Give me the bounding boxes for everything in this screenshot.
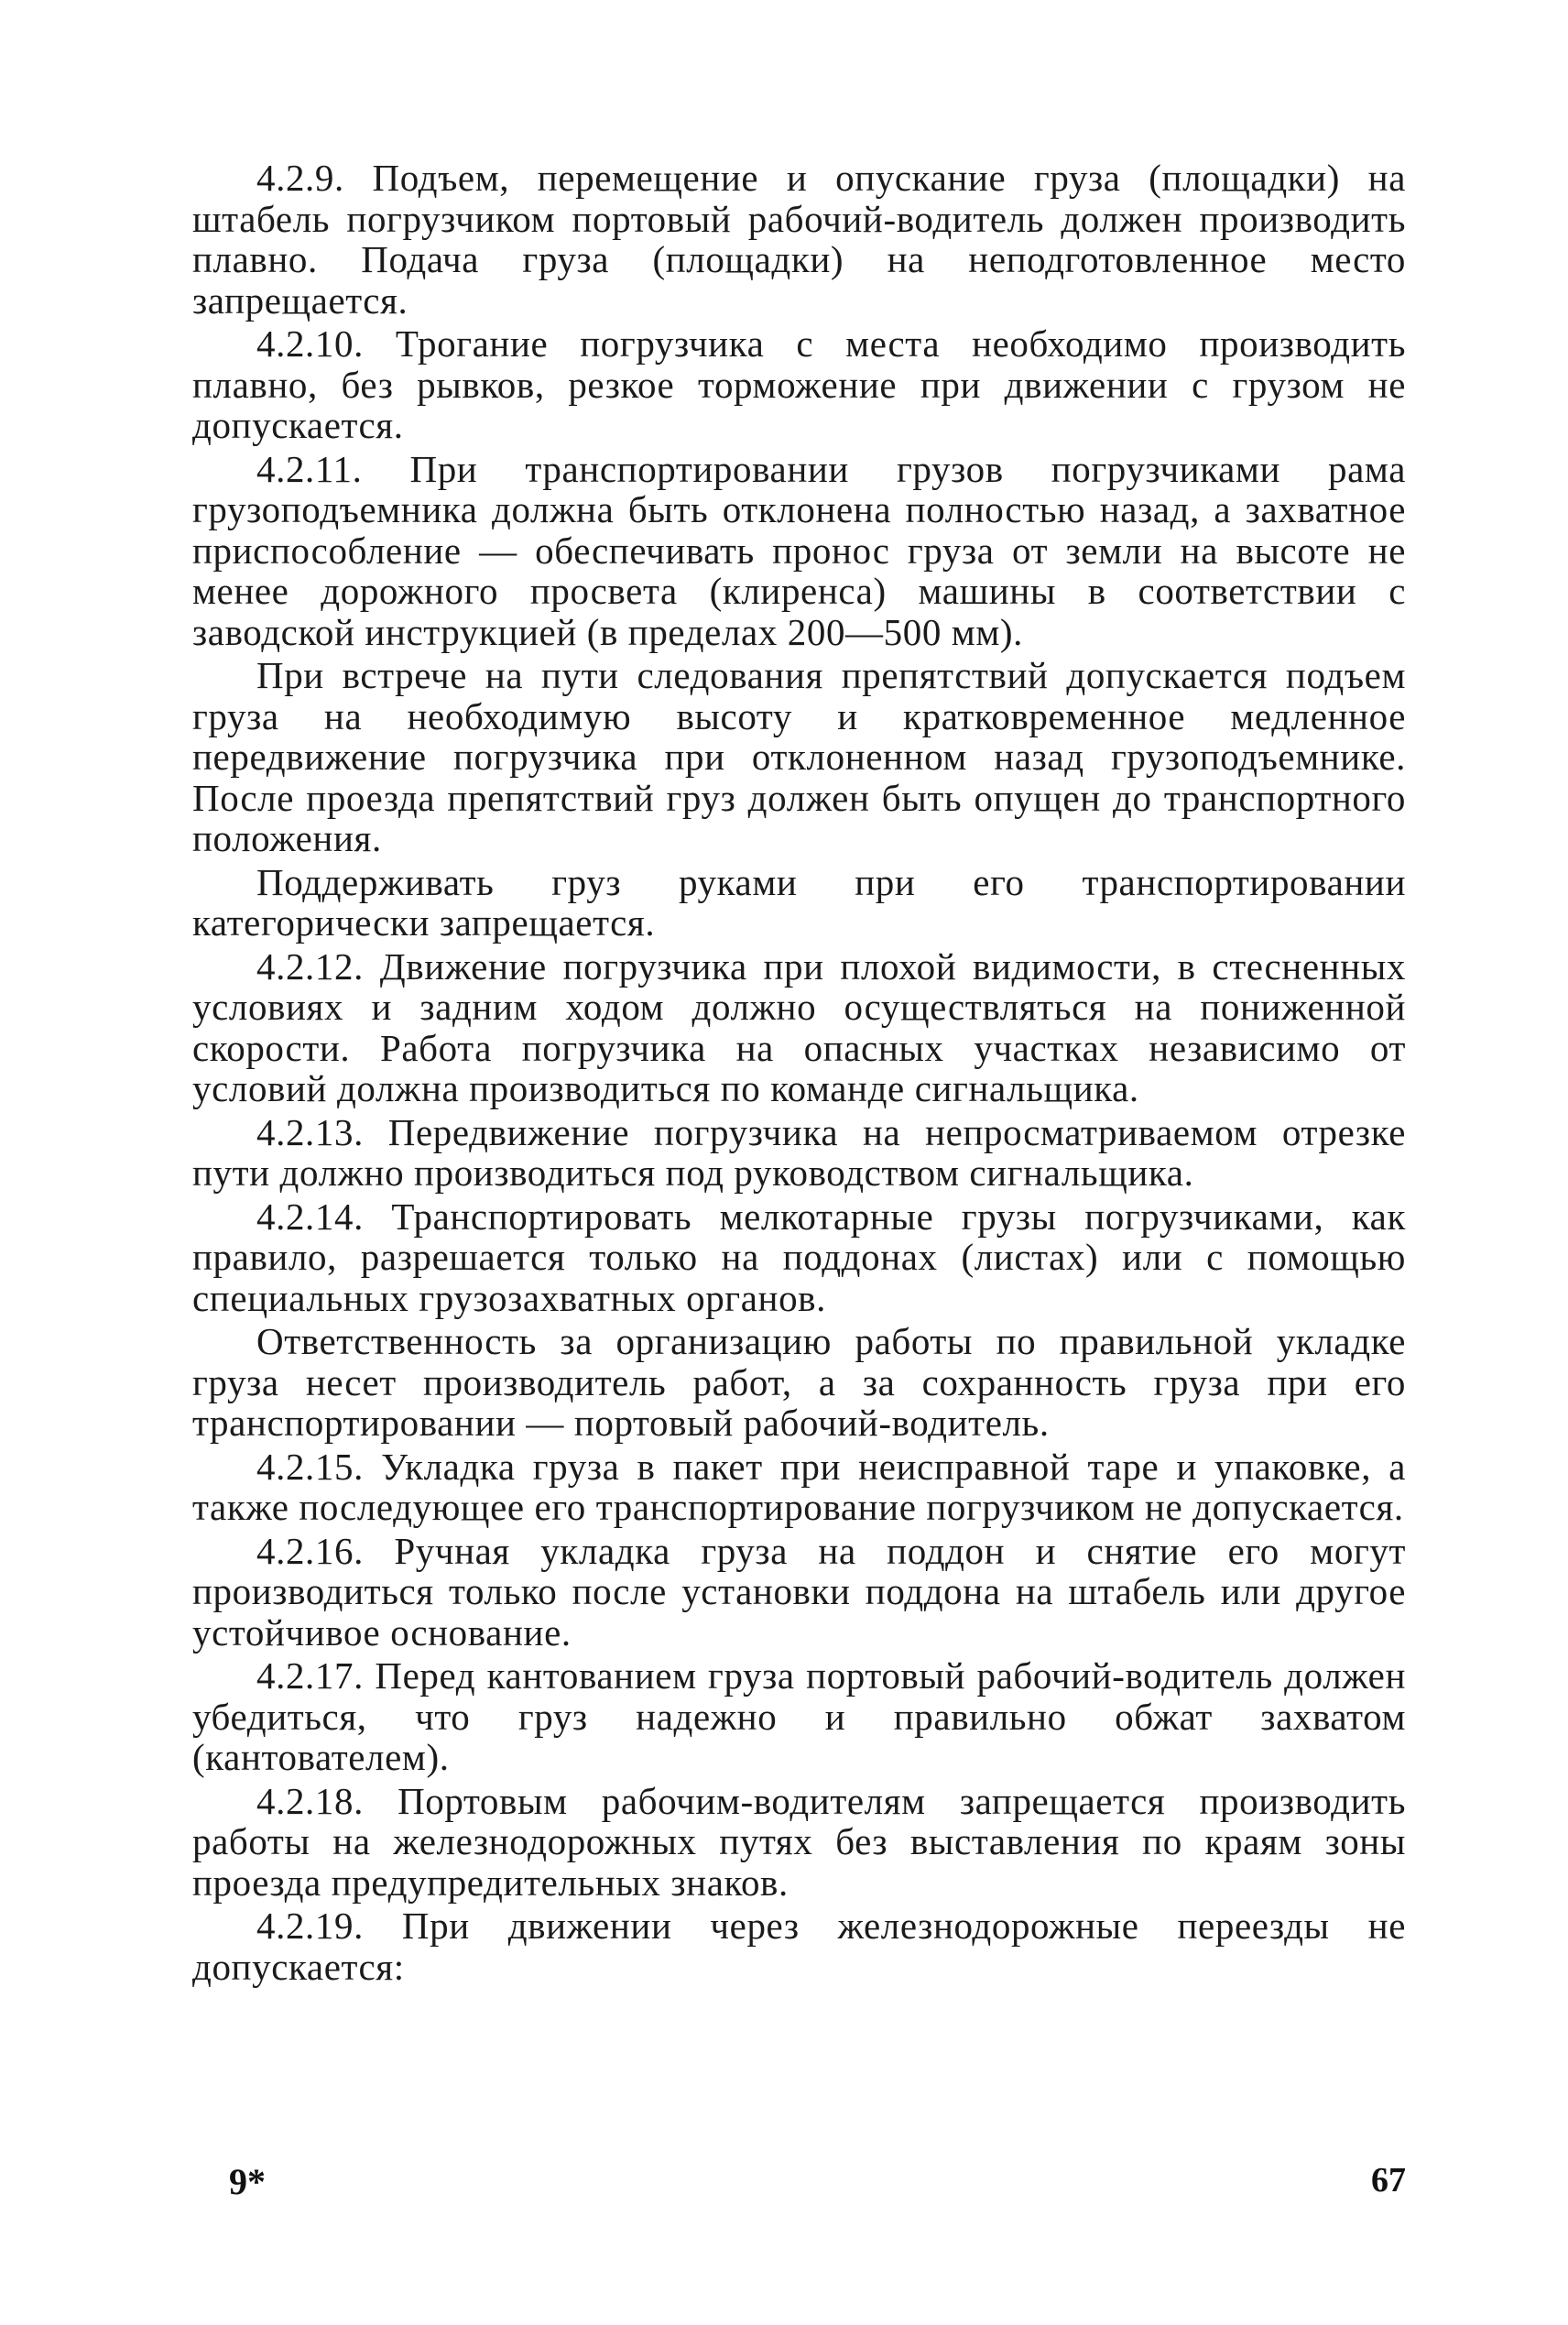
clause-number: 4.2.19.: [256, 1905, 364, 1947]
paragraph-text: Движение погрузчика при плохой видимости, в стесненных условиях и задним ходом должно осуществляться на пониженной скорости. Работа погрузчика на опасных участках независимо от условий должна производиться по команде сигнальщика.: [192, 944, 1406, 1109]
paragraph-text: Транспортировать мелкотарные грузы погрузчиками, как правило, разрешается только на поддонах (листах) или с помощью специальных грузозахватных органов.: [192, 1195, 1406, 1319]
clause-number: 4.2.17.: [256, 1654, 364, 1697]
clause-number: 4.2.15.: [256, 1445, 364, 1488]
paragraph-4-2-14: [192, 1196, 1406, 1319]
paragraph-text: Ручная укладка груза на поддон и снятие его могут производиться только после установки поддона на штабель или другое устойчивое основание.: [192, 1529, 1406, 1654]
paragraph-text: Трогание погрузчика с места необходимо производить плавно, без рывков, резкое торможение при движении с грузом не допускается.: [192, 322, 1406, 446]
paragraph-text: Укладка груза в пакет при неисправной таре и упаковке, а также последующее его транспортирование погрузчиком не допускается.: [192, 1445, 1406, 1528]
paragraph-text: При транспортировании грузов погрузчиками рама грузоподъемника должна быть отклонена полностью назад, а захватное приспособление — обеспечивать пронос груза от земли на высоте не менее дорожного просвета (клиренса) машины в соответствии с заводской инструкцией (в пределах 200—500 мм).: [192, 447, 1406, 653]
paragraph-4-2-18: [192, 1781, 1406, 1904]
paragraph-4-2-16: [192, 1531, 1406, 1654]
paragraph-4-2-12: [192, 946, 1406, 1109]
paragraph-4-2-10: [192, 323, 1406, 446]
page-footer: [192, 2160, 1406, 2206]
paragraph-responsibility: [192, 1321, 1406, 1444]
clause-number: 4.2.12.: [256, 944, 364, 988]
clause-number: 4.2.11.: [256, 447, 363, 490]
paragraph-support-by-hand: [192, 862, 1406, 944]
clause-number: 4.2.10.: [256, 322, 364, 365]
paragraph-4-2-15: [192, 1446, 1406, 1528]
paragraph-4-2-17: [192, 1655, 1406, 1778]
paragraph-text: Ответственность за организацию работы по правильной укладке груза несет производитель работ, а за сохранность груза при его транспортировании — портовый рабочий-водитель.: [192, 1320, 1406, 1444]
clause-number: 4.2.16.: [256, 1529, 364, 1572]
paragraph-text: Передвижение погрузчика на непросматриваемом отрезке пути должно производиться под руководством сигнальщика.: [192, 1110, 1406, 1194]
paragraph-text: При движении через железнодорожные переезды не допускается:: [192, 1905, 1406, 1988]
document-body: [192, 158, 1406, 1990]
page-number: 67: [1371, 2161, 1406, 2199]
clause-number: 4.2.14.: [256, 1195, 364, 1238]
clause-number: 4.2.9.: [256, 157, 344, 199]
paragraph-text: Перед кантованием груза портовый рабочий-водитель должен убедиться, что груз надежно и правильно обжат захватом (кантователем).: [192, 1654, 1406, 1778]
signature-mark: 9*: [229, 2161, 266, 2202]
paragraph-4-2-11: [192, 449, 1406, 653]
clause-number: 4.2.13.: [256, 1110, 364, 1153]
paragraph-4-2-9: [192, 158, 1406, 321]
clause-number: 4.2.18.: [256, 1779, 364, 1822]
paragraph-obstacles: [192, 655, 1406, 859]
paragraph-text: Поддерживать груз руками при его транспортировании категорически запрещается.: [192, 860, 1406, 944]
paragraph-4-2-13: [192, 1112, 1406, 1194]
paragraph-text: Подъем, перемещение и опускание груза (площадки) на штабель погрузчиком портовый рабочий-водитель должен производить плавно. Подача груза (площадки) на неподготовленное место запрещается.: [192, 157, 1406, 322]
paragraph-text: Портовым рабочим-водителям запрещается производить работы на железнодорожных путях без выставления по краям зоны проезда предупредительных знаков.: [192, 1779, 1406, 1904]
paragraph-text: При встрече на пути следования препятствий допускается подъем груза на необходимую высоту и кратковременное медленное передвижение погрузчика при отклоненном назад грузоподъемнике. После проезда препятствий груз должен быть опущен до транспортного положения.: [192, 654, 1406, 859]
paragraph-4-2-19: [192, 1905, 1406, 1987]
